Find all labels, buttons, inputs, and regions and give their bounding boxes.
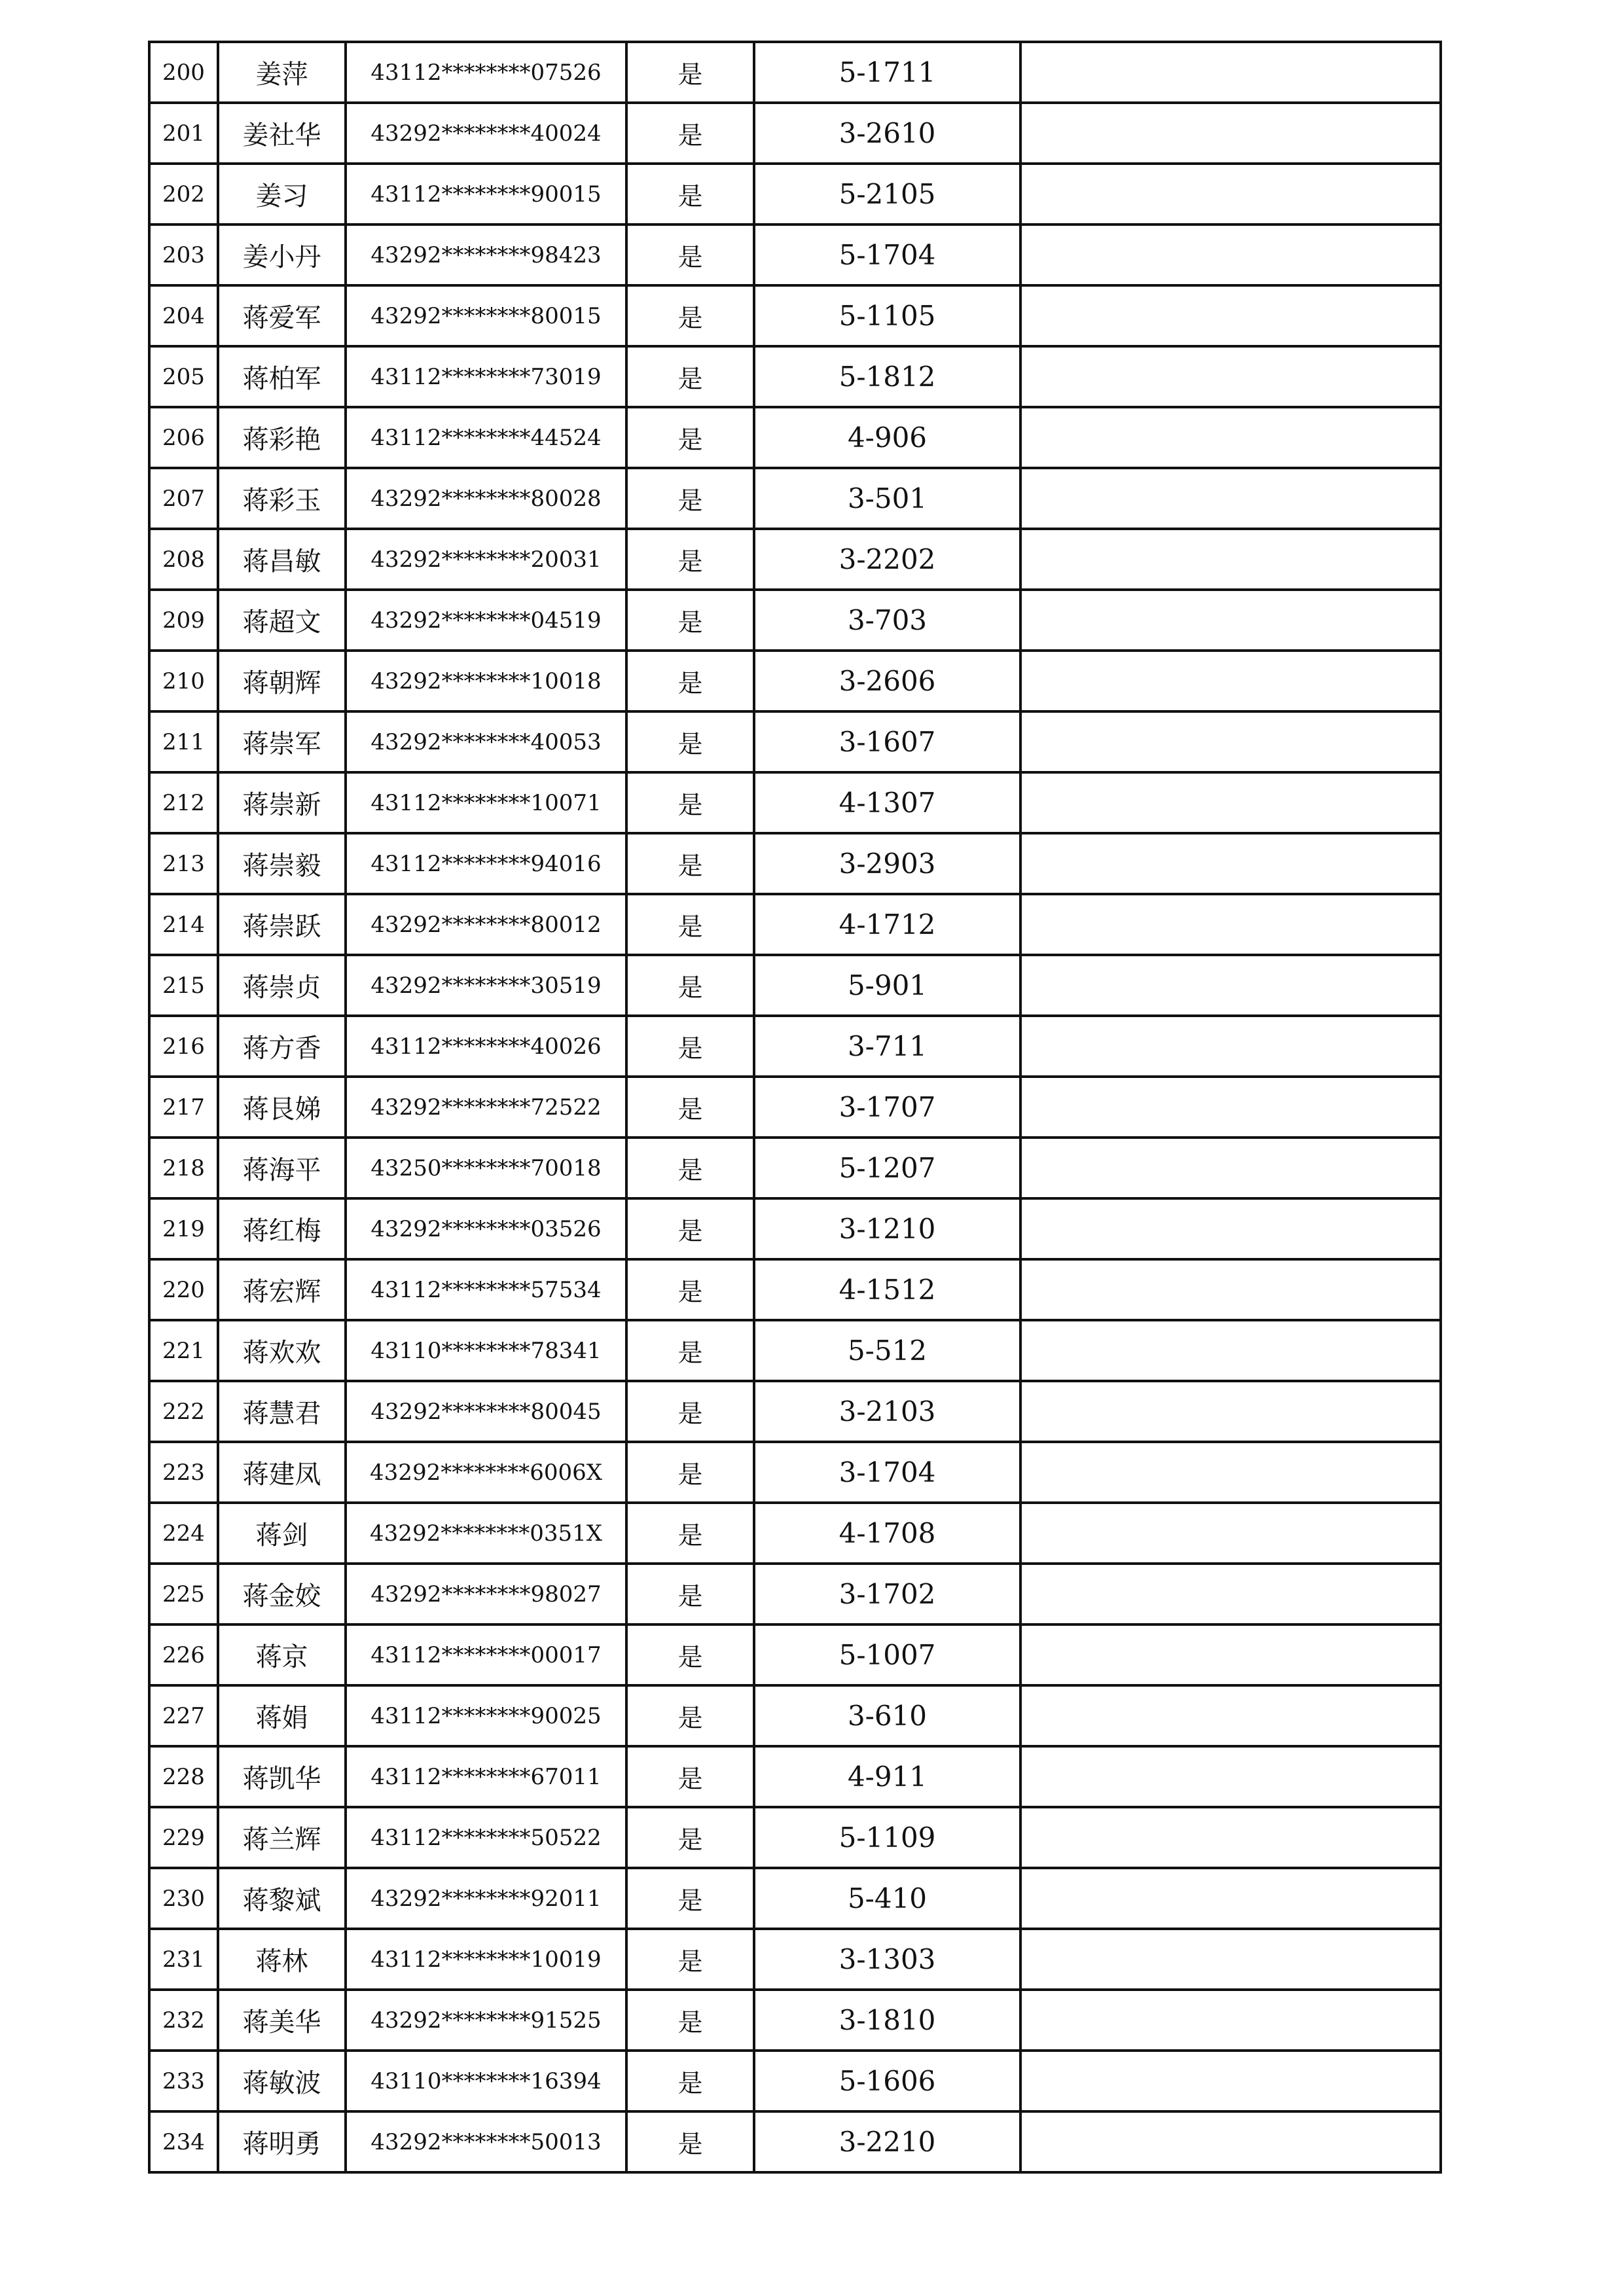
note-cell bbox=[1020, 1746, 1441, 1807]
table-row bbox=[149, 346, 1441, 407]
flag-cell: 是 bbox=[626, 1564, 754, 1624]
note-cell bbox=[1020, 1807, 1441, 1868]
table-row bbox=[149, 1016, 1441, 1077]
id-number-cell: 43292********80028 bbox=[346, 468, 626, 529]
flag-cell: 是 bbox=[626, 529, 754, 590]
flag-cell: 是 bbox=[626, 1320, 754, 1381]
id-number-cell: 43292********20031 bbox=[346, 529, 626, 590]
note-cell bbox=[1020, 1138, 1441, 1198]
id-number-cell: 43292********04519 bbox=[346, 590, 626, 651]
flag-cell: 是 bbox=[626, 1077, 754, 1138]
table-row bbox=[149, 103, 1441, 164]
id-number-cell: 43292********6006X bbox=[346, 1442, 626, 1503]
seq-cell: 201 bbox=[149, 103, 218, 164]
flag-cell: 是 bbox=[626, 224, 754, 285]
seq-cell: 215 bbox=[149, 955, 218, 1016]
seq-cell: 230 bbox=[149, 1868, 218, 1929]
name-cell: 蒋京 bbox=[218, 1624, 346, 1685]
note-cell bbox=[1020, 1990, 1441, 2051]
name-cell: 蒋方香 bbox=[218, 1016, 346, 1077]
room-cell: 4-1512 bbox=[754, 1259, 1020, 1320]
room-cell: 3-1704 bbox=[754, 1442, 1020, 1503]
flag-cell: 是 bbox=[626, 1503, 754, 1564]
flag-cell: 是 bbox=[626, 1929, 754, 1990]
seq-cell: 212 bbox=[149, 772, 218, 833]
flag-cell: 是 bbox=[626, 711, 754, 772]
seq-cell: 200 bbox=[149, 42, 218, 103]
table-row bbox=[149, 529, 1441, 590]
seq-cell: 234 bbox=[149, 2111, 218, 2172]
flag-cell: 是 bbox=[626, 651, 754, 711]
seq-cell: 205 bbox=[149, 346, 218, 407]
flag-cell: 是 bbox=[626, 894, 754, 955]
id-number-cell: 43292********50013 bbox=[346, 2111, 626, 2172]
note-cell bbox=[1020, 407, 1441, 468]
table-row bbox=[149, 407, 1441, 468]
seq-cell: 226 bbox=[149, 1624, 218, 1685]
table-row bbox=[149, 651, 1441, 711]
seq-cell: 220 bbox=[149, 1259, 218, 1320]
note-cell bbox=[1020, 651, 1441, 711]
room-cell: 5-1704 bbox=[754, 224, 1020, 285]
name-cell: 蒋崇军 bbox=[218, 711, 346, 772]
note-cell bbox=[1020, 164, 1441, 224]
flag-cell: 是 bbox=[626, 955, 754, 1016]
room-cell: 3-703 bbox=[754, 590, 1020, 651]
room-cell: 3-1810 bbox=[754, 1990, 1020, 2051]
room-cell: 3-1607 bbox=[754, 711, 1020, 772]
note-cell bbox=[1020, 529, 1441, 590]
room-cell: 3-1707 bbox=[754, 1077, 1020, 1138]
id-number-cell: 43292********80015 bbox=[346, 285, 626, 346]
name-cell: 蒋金姣 bbox=[218, 1564, 346, 1624]
name-cell: 蒋黎斌 bbox=[218, 1868, 346, 1929]
room-cell: 4-906 bbox=[754, 407, 1020, 468]
id-number-cell: 43112********90015 bbox=[346, 164, 626, 224]
seq-cell: 233 bbox=[149, 2051, 218, 2111]
id-number-cell: 43112********10071 bbox=[346, 772, 626, 833]
table-row bbox=[149, 2111, 1441, 2172]
id-number-cell: 43292********80045 bbox=[346, 1381, 626, 1442]
room-cell: 5-410 bbox=[754, 1868, 1020, 1929]
seq-cell: 202 bbox=[149, 164, 218, 224]
seq-cell: 208 bbox=[149, 529, 218, 590]
id-number-cell: 43292********80012 bbox=[346, 894, 626, 955]
seq-cell: 231 bbox=[149, 1929, 218, 1990]
flag-cell: 是 bbox=[626, 407, 754, 468]
table-row bbox=[149, 1990, 1441, 2051]
seq-cell: 214 bbox=[149, 894, 218, 955]
id-number-cell: 43112********57534 bbox=[346, 1259, 626, 1320]
table-row bbox=[149, 1807, 1441, 1868]
seq-cell: 219 bbox=[149, 1198, 218, 1259]
note-cell bbox=[1020, 1442, 1441, 1503]
flag-cell: 是 bbox=[626, 1868, 754, 1929]
note-cell bbox=[1020, 346, 1441, 407]
table-row bbox=[149, 1198, 1441, 1259]
name-cell: 姜习 bbox=[218, 164, 346, 224]
flag-cell: 是 bbox=[626, 833, 754, 894]
room-cell: 5-1109 bbox=[754, 1807, 1020, 1868]
note-cell bbox=[1020, 285, 1441, 346]
room-cell: 4-1712 bbox=[754, 894, 1020, 955]
note-cell bbox=[1020, 1259, 1441, 1320]
room-cell: 5-1711 bbox=[754, 42, 1020, 103]
id-number-cell: 43112********40026 bbox=[346, 1016, 626, 1077]
seq-cell: 206 bbox=[149, 407, 218, 468]
note-cell bbox=[1020, 1564, 1441, 1624]
note-cell bbox=[1020, 1016, 1441, 1077]
name-cell: 蒋兰辉 bbox=[218, 1807, 346, 1868]
record-table bbox=[148, 41, 1442, 2174]
room-cell: 5-1007 bbox=[754, 1624, 1020, 1685]
id-number-cell: 43112********07526 bbox=[346, 42, 626, 103]
room-cell: 5-1606 bbox=[754, 2051, 1020, 2111]
seq-cell: 207 bbox=[149, 468, 218, 529]
note-cell bbox=[1020, 224, 1441, 285]
room-cell: 4-1307 bbox=[754, 772, 1020, 833]
id-number-cell: 43292********40024 bbox=[346, 103, 626, 164]
name-cell: 蒋敏波 bbox=[218, 2051, 346, 2111]
seq-cell: 228 bbox=[149, 1746, 218, 1807]
note-cell bbox=[1020, 955, 1441, 1016]
room-cell: 3-1303 bbox=[754, 1929, 1020, 1990]
table-row bbox=[149, 1320, 1441, 1381]
flag-cell: 是 bbox=[626, 2111, 754, 2172]
name-cell: 姜小丹 bbox=[218, 224, 346, 285]
id-number-cell: 43292********91525 bbox=[346, 1990, 626, 2051]
table-row bbox=[149, 955, 1441, 1016]
name-cell: 蒋慧君 bbox=[218, 1381, 346, 1442]
room-cell: 3-501 bbox=[754, 468, 1020, 529]
flag-cell: 是 bbox=[626, 1016, 754, 1077]
note-cell bbox=[1020, 1624, 1441, 1685]
seq-cell: 203 bbox=[149, 224, 218, 285]
name-cell: 蒋彩玉 bbox=[218, 468, 346, 529]
note-cell bbox=[1020, 1320, 1441, 1381]
seq-cell: 232 bbox=[149, 1990, 218, 2051]
note-cell bbox=[1020, 103, 1441, 164]
id-number-cell: 43112********44524 bbox=[346, 407, 626, 468]
seq-cell: 224 bbox=[149, 1503, 218, 1564]
seq-cell: 223 bbox=[149, 1442, 218, 1503]
note-cell bbox=[1020, 1198, 1441, 1259]
room-cell: 5-512 bbox=[754, 1320, 1020, 1381]
seq-cell: 213 bbox=[149, 833, 218, 894]
seq-cell: 227 bbox=[149, 1685, 218, 1746]
name-cell: 蒋崇跃 bbox=[218, 894, 346, 955]
room-cell: 3-2610 bbox=[754, 103, 1020, 164]
room-cell: 5-1105 bbox=[754, 285, 1020, 346]
flag-cell: 是 bbox=[626, 164, 754, 224]
name-cell: 蒋凯华 bbox=[218, 1746, 346, 1807]
note-cell bbox=[1020, 1381, 1441, 1442]
room-cell: 4-911 bbox=[754, 1746, 1020, 1807]
name-cell: 蒋建凤 bbox=[218, 1442, 346, 1503]
room-cell: 3-1702 bbox=[754, 1564, 1020, 1624]
name-cell: 蒋崇新 bbox=[218, 772, 346, 833]
table-row bbox=[149, 1868, 1441, 1929]
id-number-cell: 43292********40053 bbox=[346, 711, 626, 772]
flag-cell: 是 bbox=[626, 1198, 754, 1259]
room-cell: 3-2210 bbox=[754, 2111, 1020, 2172]
name-cell: 蒋彩艳 bbox=[218, 407, 346, 468]
id-number-cell: 43292********92011 bbox=[346, 1868, 626, 1929]
name-cell: 蒋超文 bbox=[218, 590, 346, 651]
id-number-cell: 43112********50522 bbox=[346, 1807, 626, 1868]
seq-cell: 216 bbox=[149, 1016, 218, 1077]
table-row bbox=[149, 468, 1441, 529]
id-number-cell: 43292********98027 bbox=[346, 1564, 626, 1624]
table-row bbox=[149, 833, 1441, 894]
name-cell: 蒋宏辉 bbox=[218, 1259, 346, 1320]
note-cell bbox=[1020, 833, 1441, 894]
seq-cell: 204 bbox=[149, 285, 218, 346]
table-row bbox=[149, 1624, 1441, 1685]
room-cell: 3-1210 bbox=[754, 1198, 1020, 1259]
seq-cell: 211 bbox=[149, 711, 218, 772]
note-cell bbox=[1020, 711, 1441, 772]
id-number-cell: 43292********10018 bbox=[346, 651, 626, 711]
room-cell: 5-901 bbox=[754, 955, 1020, 1016]
id-number-cell: 43292********98423 bbox=[346, 224, 626, 285]
seq-cell: 218 bbox=[149, 1138, 218, 1198]
room-cell: 3-2606 bbox=[754, 651, 1020, 711]
seq-cell: 221 bbox=[149, 1320, 218, 1381]
table-row bbox=[149, 285, 1441, 346]
id-number-cell: 43112********67011 bbox=[346, 1746, 626, 1807]
note-cell bbox=[1020, 1503, 1441, 1564]
seq-cell: 225 bbox=[149, 1564, 218, 1624]
name-cell: 蒋爱军 bbox=[218, 285, 346, 346]
flag-cell: 是 bbox=[626, 42, 754, 103]
id-number-cell: 43112********94016 bbox=[346, 833, 626, 894]
id-number-cell: 43112********73019 bbox=[346, 346, 626, 407]
flag-cell: 是 bbox=[626, 1990, 754, 2051]
note-cell bbox=[1020, 468, 1441, 529]
room-cell: 4-1708 bbox=[754, 1503, 1020, 1564]
flag-cell: 是 bbox=[626, 1442, 754, 1503]
id-number-cell: 43110********16394 bbox=[346, 2051, 626, 2111]
room-cell: 3-711 bbox=[754, 1016, 1020, 1077]
id-number-cell: 43292********72522 bbox=[346, 1077, 626, 1138]
note-cell bbox=[1020, 2051, 1441, 2111]
table-row bbox=[149, 711, 1441, 772]
table-row bbox=[149, 1685, 1441, 1746]
name-cell: 姜萍 bbox=[218, 42, 346, 103]
table-row bbox=[149, 1564, 1441, 1624]
flag-cell: 是 bbox=[626, 590, 754, 651]
id-number-cell: 43292********30519 bbox=[346, 955, 626, 1016]
table-row bbox=[149, 1929, 1441, 1990]
id-number-cell: 43112********00017 bbox=[346, 1624, 626, 1685]
table-row bbox=[149, 1259, 1441, 1320]
table-row bbox=[149, 1381, 1441, 1442]
seq-cell: 229 bbox=[149, 1807, 218, 1868]
flag-cell: 是 bbox=[626, 1624, 754, 1685]
name-cell: 蒋柏军 bbox=[218, 346, 346, 407]
note-cell bbox=[1020, 1929, 1441, 1990]
table-row bbox=[149, 1503, 1441, 1564]
table-row bbox=[149, 164, 1441, 224]
room-cell: 3-2103 bbox=[754, 1381, 1020, 1442]
table-row bbox=[149, 590, 1441, 651]
name-cell: 蒋崇毅 bbox=[218, 833, 346, 894]
name-cell: 蒋剑 bbox=[218, 1503, 346, 1564]
flag-cell: 是 bbox=[626, 285, 754, 346]
name-cell: 蒋海平 bbox=[218, 1138, 346, 1198]
name-cell: 蒋红梅 bbox=[218, 1198, 346, 1259]
table-row bbox=[149, 894, 1441, 955]
table-row bbox=[149, 1077, 1441, 1138]
room-cell: 3-610 bbox=[754, 1685, 1020, 1746]
seq-cell: 222 bbox=[149, 1381, 218, 1442]
flag-cell: 是 bbox=[626, 1807, 754, 1868]
name-cell: 姜社华 bbox=[218, 103, 346, 164]
seq-cell: 217 bbox=[149, 1077, 218, 1138]
seq-cell: 210 bbox=[149, 651, 218, 711]
name-cell: 蒋林 bbox=[218, 1929, 346, 1990]
room-cell: 5-2105 bbox=[754, 164, 1020, 224]
room-cell: 3-2202 bbox=[754, 529, 1020, 590]
name-cell: 蒋崇贞 bbox=[218, 955, 346, 1016]
table-row bbox=[149, 1746, 1441, 1807]
flag-cell: 是 bbox=[626, 1138, 754, 1198]
record-table-body bbox=[149, 42, 1441, 2172]
table-row bbox=[149, 772, 1441, 833]
flag-cell: 是 bbox=[626, 772, 754, 833]
table-row bbox=[149, 224, 1441, 285]
name-cell: 蒋朝辉 bbox=[218, 651, 346, 711]
flag-cell: 是 bbox=[626, 468, 754, 529]
table-row bbox=[149, 2051, 1441, 2111]
name-cell: 蒋欢欢 bbox=[218, 1320, 346, 1381]
flag-cell: 是 bbox=[626, 1685, 754, 1746]
flag-cell: 是 bbox=[626, 1381, 754, 1442]
seq-cell: 209 bbox=[149, 590, 218, 651]
note-cell bbox=[1020, 1868, 1441, 1929]
flag-cell: 是 bbox=[626, 1259, 754, 1320]
room-cell: 5-1812 bbox=[754, 346, 1020, 407]
note-cell bbox=[1020, 1077, 1441, 1138]
id-number-cell: 43292********03526 bbox=[346, 1198, 626, 1259]
flag-cell: 是 bbox=[626, 2051, 754, 2111]
room-cell: 3-2903 bbox=[754, 833, 1020, 894]
note-cell bbox=[1020, 772, 1441, 833]
id-number-cell: 43112********90025 bbox=[346, 1685, 626, 1746]
table-row bbox=[149, 42, 1441, 103]
id-number-cell: 43250********70018 bbox=[346, 1138, 626, 1198]
note-cell bbox=[1020, 1685, 1441, 1746]
flag-cell: 是 bbox=[626, 103, 754, 164]
name-cell: 蒋娟 bbox=[218, 1685, 346, 1746]
name-cell: 蒋美华 bbox=[218, 1990, 346, 2051]
name-cell: 蒋明勇 bbox=[218, 2111, 346, 2172]
name-cell: 蒋昌敏 bbox=[218, 529, 346, 590]
id-number-cell: 43110********78341 bbox=[346, 1320, 626, 1381]
id-number-cell: 43112********10019 bbox=[346, 1929, 626, 1990]
table-row bbox=[149, 1138, 1441, 1198]
note-cell bbox=[1020, 42, 1441, 103]
room-cell: 5-1207 bbox=[754, 1138, 1020, 1198]
note-cell bbox=[1020, 590, 1441, 651]
name-cell: 蒋艮娣 bbox=[218, 1077, 346, 1138]
id-number-cell: 43292********0351X bbox=[346, 1503, 626, 1564]
table-row bbox=[149, 1442, 1441, 1503]
note-cell bbox=[1020, 2111, 1441, 2172]
flag-cell: 是 bbox=[626, 1746, 754, 1807]
flag-cell: 是 bbox=[626, 346, 754, 407]
note-cell bbox=[1020, 894, 1441, 955]
